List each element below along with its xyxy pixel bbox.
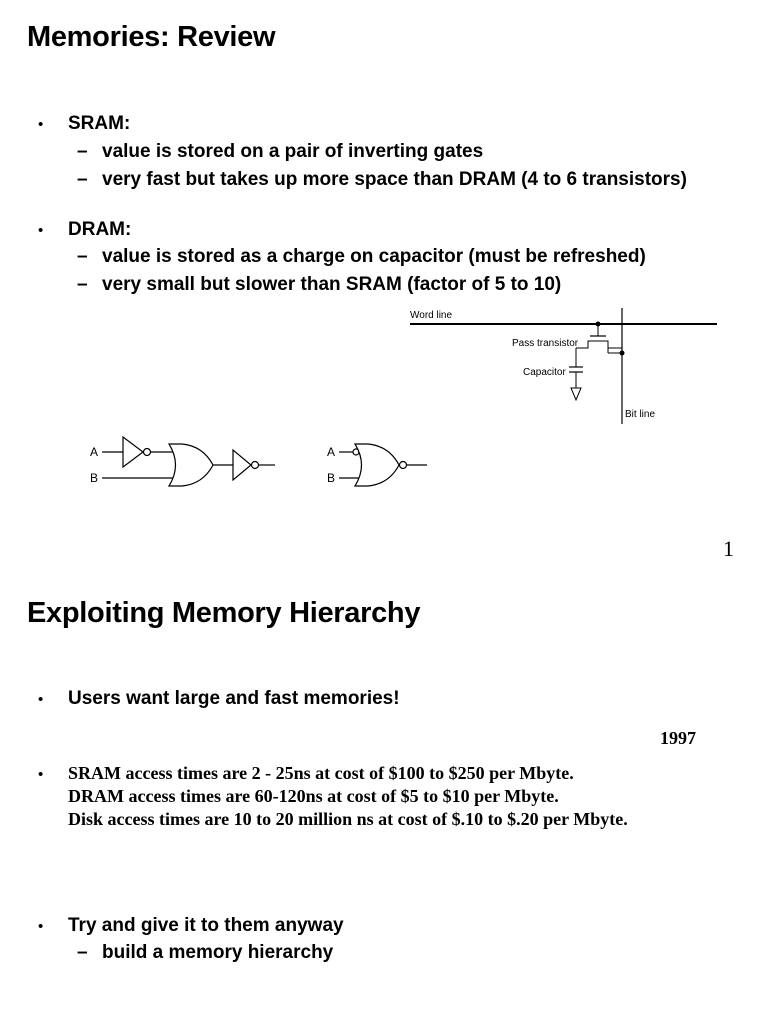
nor-equivalent-circuit xyxy=(90,437,275,486)
bullet-dot: • xyxy=(38,766,44,783)
pass-transistor xyxy=(576,341,622,348)
input-a-label-2: A xyxy=(327,445,336,459)
build-hierarchy-sub: build a memory hierarchy xyxy=(102,942,334,963)
sram-sub-1: value is stored on a pair of inverting gates xyxy=(102,141,484,162)
sram-sub-2: very fast but takes up more space than DRAM (4 to 6 transistors) xyxy=(102,169,687,190)
bullet-dot: • xyxy=(38,918,44,935)
sram-label: SRAM: xyxy=(68,113,131,134)
gate-diagrams xyxy=(85,430,445,495)
word-line-label: Word line xyxy=(410,310,453,321)
dash: – xyxy=(77,246,88,267)
year-label: 1997 xyxy=(660,728,696,748)
dram-sub-2: very small but slower than SRAM (factor of 5 to 10) xyxy=(102,274,562,295)
dash: – xyxy=(77,274,88,295)
bit-line-label: Bit line xyxy=(625,409,656,420)
or-gate xyxy=(169,444,213,486)
dram-label: DRAM: xyxy=(68,219,132,240)
sram-access-line: SRAM access times are 2 - 25ns at cost of $100 to $250 per Mbyte. xyxy=(68,763,574,783)
inverter-out xyxy=(233,450,251,480)
disk-access-line: Disk access times are 10 to 20 million ns at cost of $.10 to $.20 per Mbyte. xyxy=(68,809,628,829)
pass-transistor-label: Pass transistor xyxy=(512,338,579,349)
dash: – xyxy=(77,169,88,190)
capacitor-label: Capacitor xyxy=(523,367,566,378)
bullet-dot: • xyxy=(38,116,44,133)
nor-gate-circuit xyxy=(327,444,427,486)
input-a-label: A xyxy=(90,445,99,459)
users-want-bullet: Users want large and fast memories! xyxy=(68,688,400,709)
dram-access-line: DRAM access times are 60-120ns at cost of $5 to $10 per Mbyte. xyxy=(68,786,559,806)
nor-gate xyxy=(355,444,399,486)
dram-cell-diagram xyxy=(400,300,730,430)
slide2-title: Exploiting Memory Hierarchy xyxy=(27,597,421,629)
bullet-dot: • xyxy=(38,222,44,239)
dash: – xyxy=(77,942,88,963)
ground-symbol xyxy=(571,388,581,400)
input-b-label-2: B xyxy=(327,471,336,485)
input-b-label: B xyxy=(90,471,99,485)
slide1-title: Memories: Review xyxy=(27,21,276,53)
try-give-bullet: Try and give it to them anyway xyxy=(68,915,344,936)
page-number: 1 xyxy=(723,536,734,561)
dram-sub-1: value is stored as a charge on capacitor (must be refreshed) xyxy=(102,246,646,267)
inverter-a xyxy=(123,437,143,467)
dash: – xyxy=(77,141,88,162)
bullet-dot: • xyxy=(38,691,44,708)
